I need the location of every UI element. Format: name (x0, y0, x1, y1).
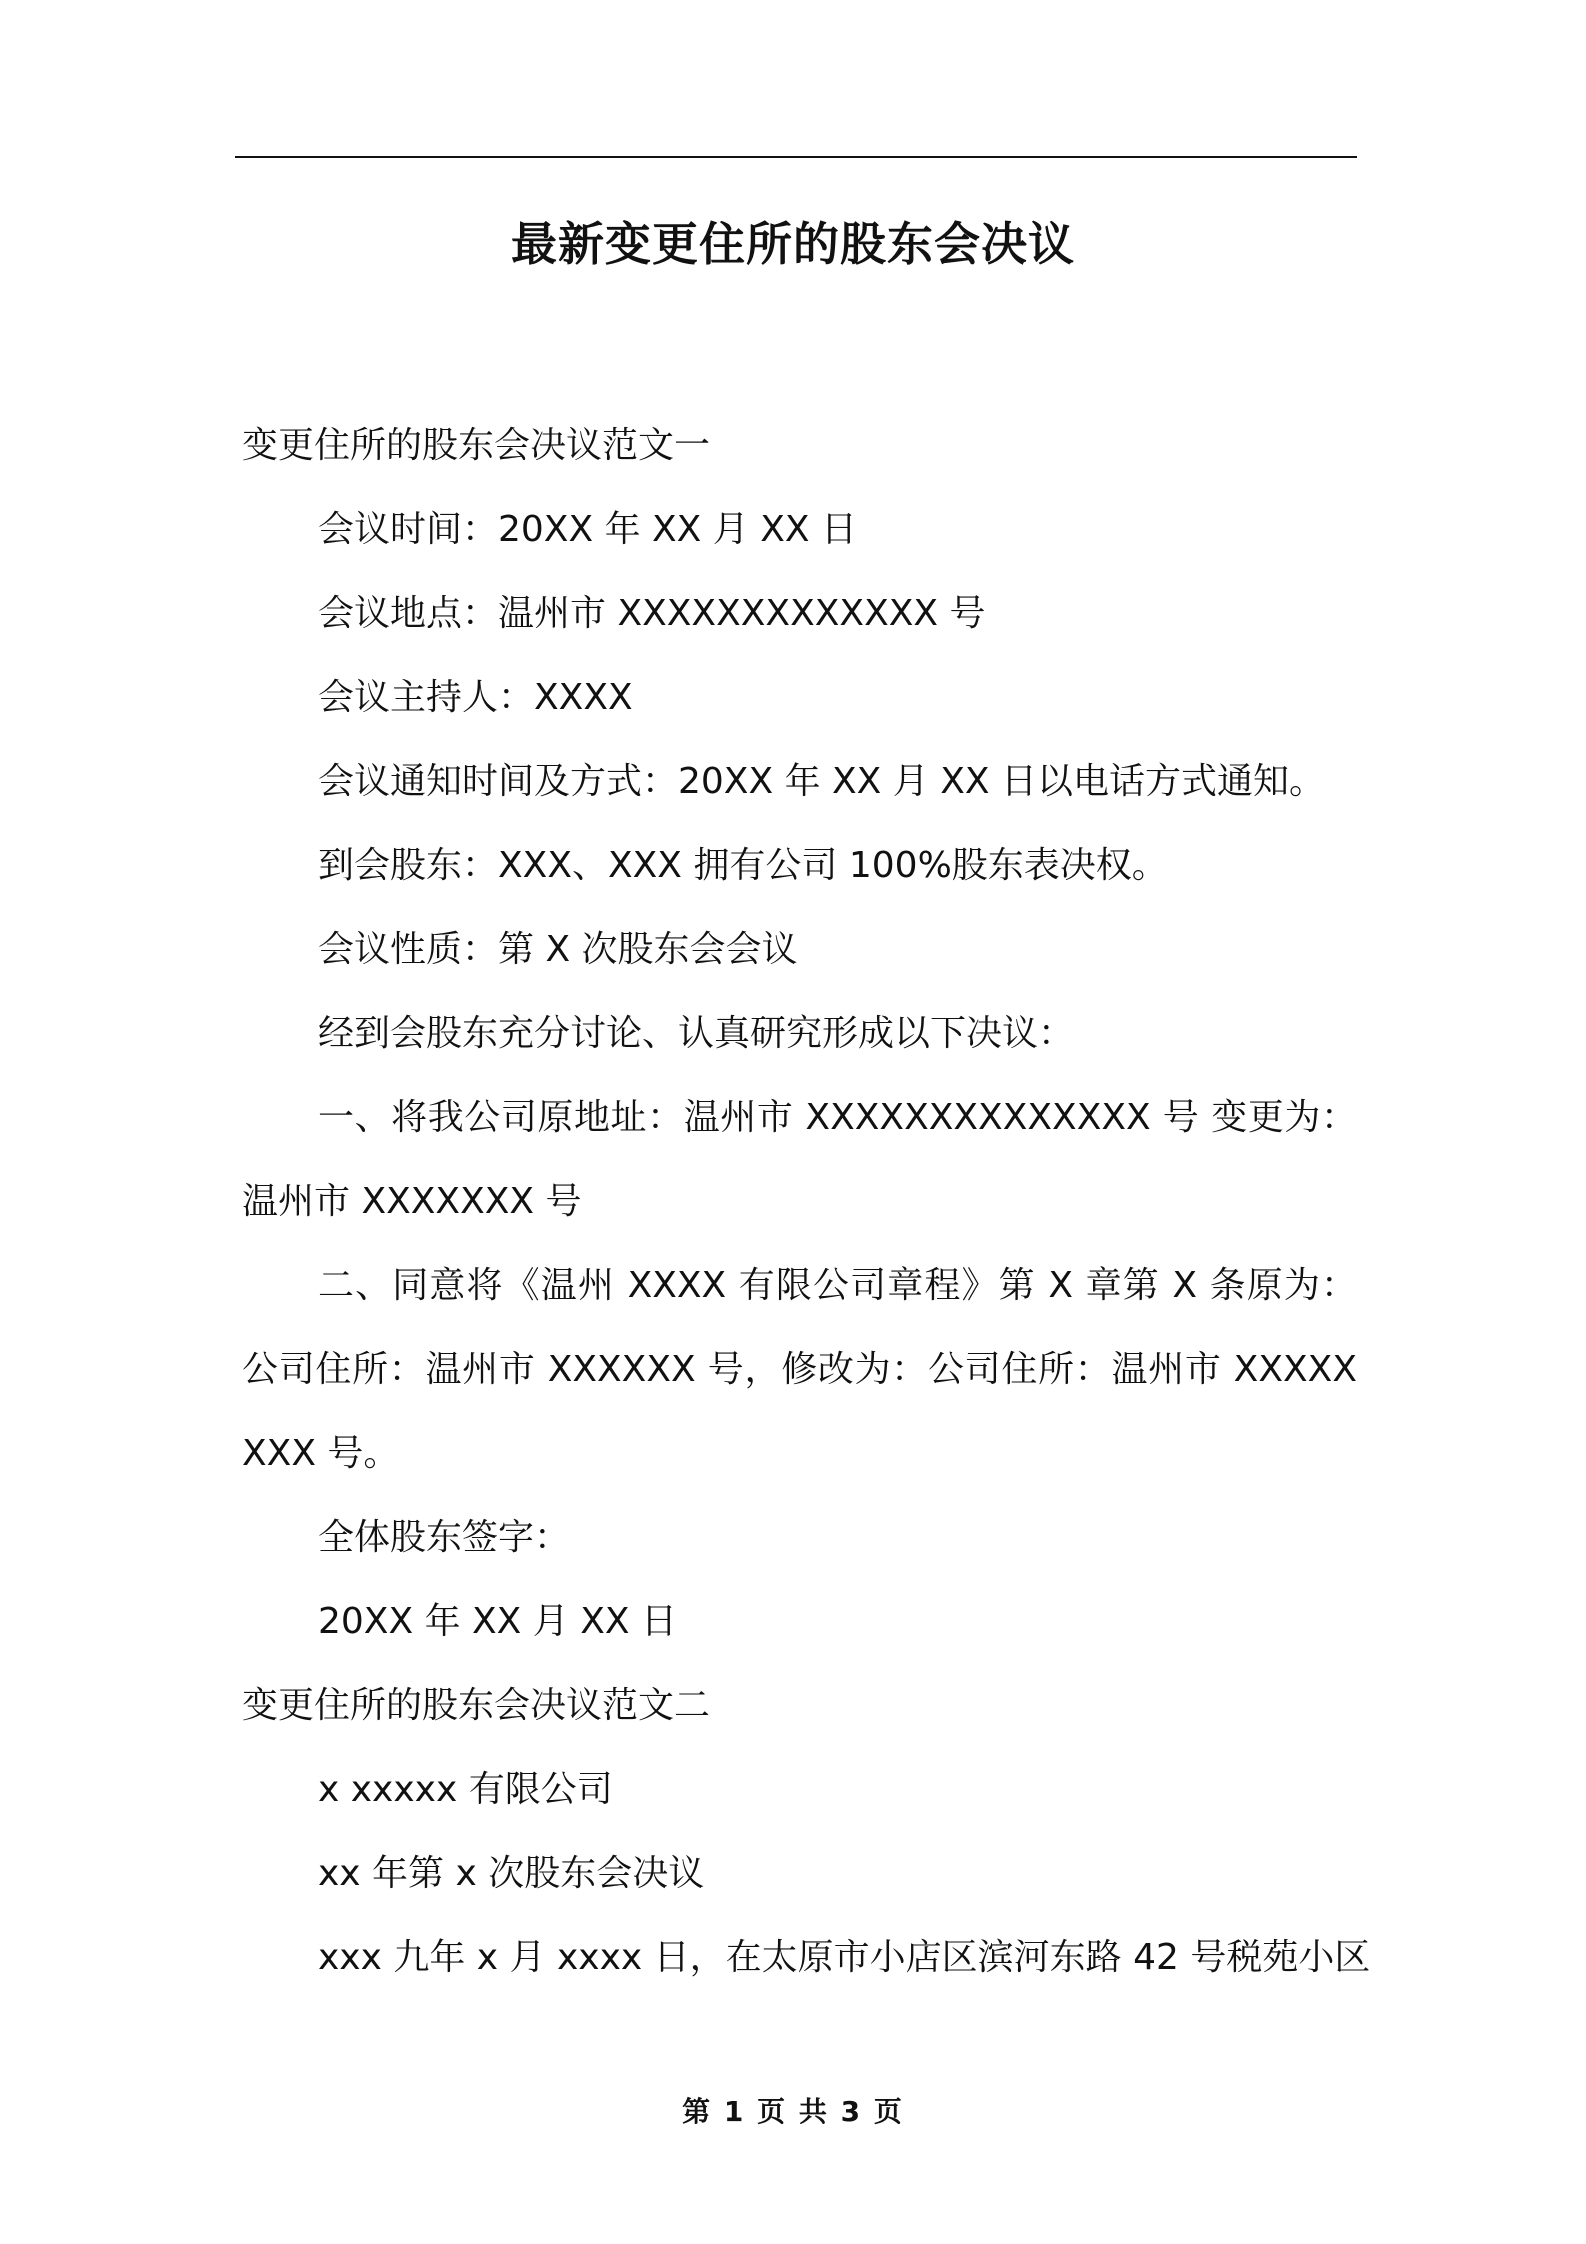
meeting-notice-line: 会议通知时间及方式：20XX 年 XX 月 XX 日以电话方式通知。 (318, 761, 1325, 802)
meeting-date-place-line: xxx 九年 x 月 xxxx 日，在太原市小店区滨河东路 42 号税苑小区 (318, 1937, 1371, 1978)
meeting-host-line: 会议主持人：XXXX (318, 677, 633, 718)
meeting-time-line: 会议时间：20XX 年 XX 月 XX 日 (318, 509, 857, 550)
document-title: 最新变更住所的股东会决议 (511, 217, 1075, 271)
resolution-title-line: xx 年第 x 次股东会决议 (318, 1853, 705, 1894)
signature-date-line: 20XX 年 XX 月 XX 日 (318, 1601, 677, 1642)
signature-line: 全体股东签字： (318, 1517, 571, 1558)
page-number: 第 1 页 共 3 页 (682, 2095, 904, 2128)
company-name-line: x xxxxx 有限公司 (318, 1769, 613, 1810)
document-body (242, 404, 1371, 2000)
section-heading-sample-2: 变更住所的股东会决议范文二 (242, 1685, 711, 1726)
section-heading-sample-1: 变更住所的股东会决议范文一 (242, 425, 711, 466)
resolution-intro-line: 经到会股东充分讨论、认真研究形成以下决议： (318, 1013, 1075, 1054)
header-rule (235, 156, 1357, 158)
resolution-item-1: 一、将我公司原地址：温州市 XXXXXXXXXXXXXX 号 变更为：温州市 XXXXXXX 号 (242, 1097, 1357, 1222)
meeting-location-line: 会议地点：温州市 XXXXXXXXXXXXX 号 (318, 593, 986, 634)
resolution-item-2: 二、同意将《温州 XXXX 有限公司章程》第 X 章第 X 条原为：公司住所：温州市 XXXXXX 号，修改为：公司住所：温州市 XXXXXXXX 号。 (242, 1265, 1357, 1474)
attending-shareholders-line: 到会股东：XXX、XXX 拥有公司 100%股东表决权。 (318, 845, 1168, 886)
meeting-nature-line: 会议性质：第 X 次股东会会议 (318, 929, 798, 970)
